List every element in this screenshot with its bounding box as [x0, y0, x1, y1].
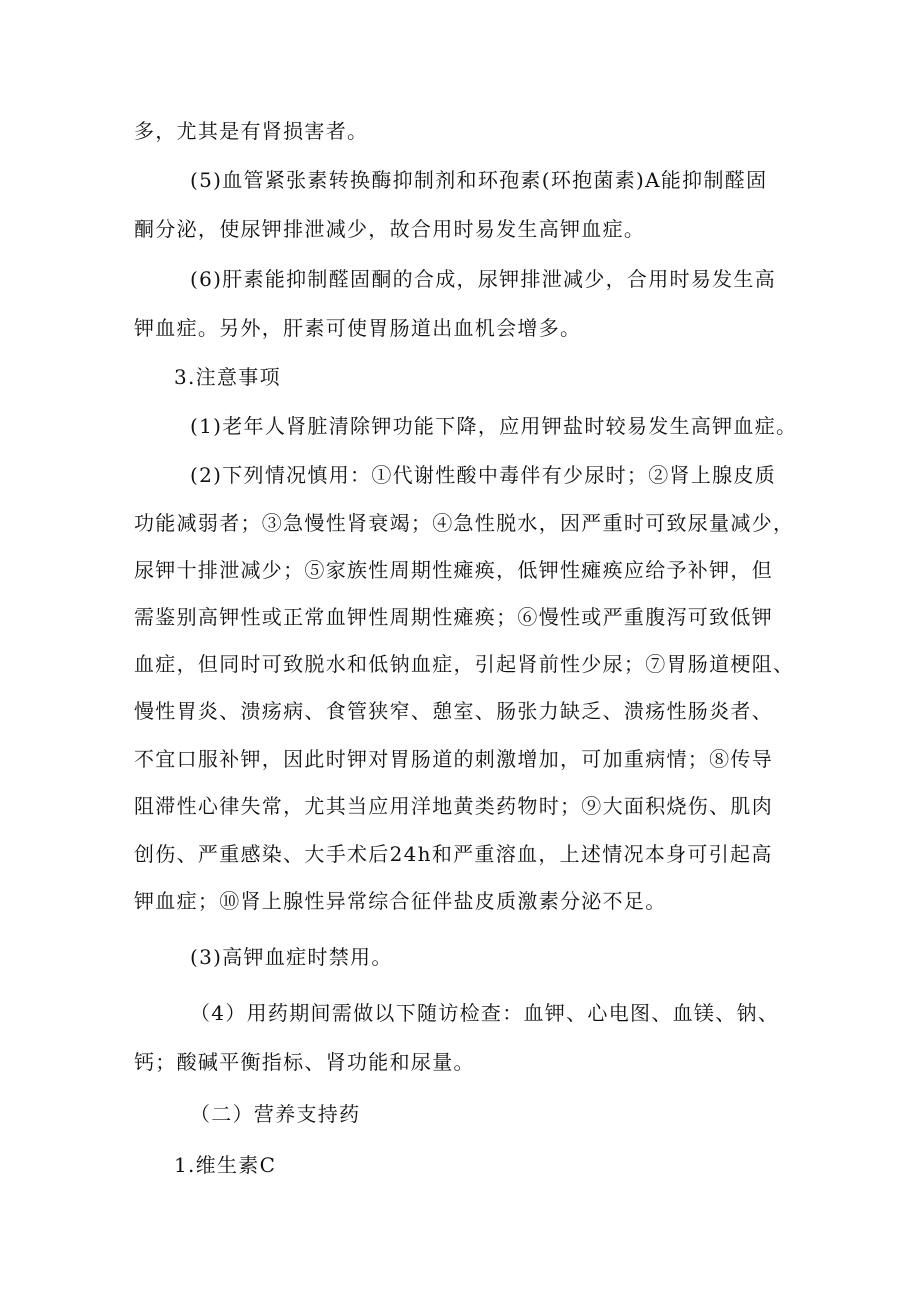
- text-line: 需鉴别高钾性或正常血钾性周期性瘫痪；⑥慢性或严重腹泻可致低钾: [134, 605, 773, 629]
- text-line: (6)肝素能抑制醛固酮的合成，尿钾排泄减少，合用时易发生高: [190, 267, 777, 291]
- section-heading: 3.注意事项: [174, 365, 281, 389]
- text-line: (1)老年人肾脏清除钾功能下降，应用钾盐时较易发生高钾血症。: [190, 414, 798, 438]
- text-line: (3)高钾血症时禁用。: [190, 945, 393, 969]
- text-line: 多，尤其是有肾损害者。: [134, 119, 369, 143]
- section-heading: （二）营养支持药: [190, 1102, 361, 1126]
- text-line: 钾血症。另外，肝素可使胃肠道出血机会增多。: [134, 316, 582, 340]
- text-line: 酮分泌，使尿钾排泄减少，故合用时易发生高钾血症。: [134, 217, 646, 241]
- text-line: (5)血管紧张素转换酶抑制剂和环孢素(环抱菌素)A能抑制醛固: [190, 168, 768, 192]
- text-line: 慢性胃炎、溃疡病、食管狭窄、憩室、肠张力缺乏、溃疡性肠炎者、: [134, 699, 773, 723]
- text-line: 创伤、严重感染、大手术后24h和严重溶血，上述情况本身可引起高: [134, 842, 773, 866]
- text-line: （4）用药期间需做以下随访检查：血钾、心电图、血镁、钠、: [190, 1001, 780, 1025]
- text-line: (2)下列情况慎用：①代谢性酸中毒伴有少尿时；②肾上腺皮质: [190, 463, 777, 487]
- text-line: 阻滞性心律失常，尤其当应用洋地黄类药物时；⑨大面积烧伤、肌肉: [134, 794, 773, 818]
- text-line: 血症，但同时可致脱水和低钠血症，引起肾前性少尿；⑦胃肠道梗阻、: [134, 652, 795, 676]
- section-heading: 1.维生素C: [174, 1153, 277, 1177]
- text-line: 功能减弱者；③急慢性肾衰竭；④急性脱水，因严重时可致尿量减少，: [134, 511, 795, 535]
- text-line: 钙；酸碱平衡指标、肾功能和尿量。: [134, 1050, 475, 1074]
- text-line: 钾血症；⑩肾上腺性异常综合征伴盐皮质激素分泌不足。: [134, 889, 667, 913]
- text-line: 尿钾十排泄减少；⑤家族性周期性瘫痪，低钾性瘫痪应给予补钾，但: [134, 558, 773, 582]
- text-line: 不宜口服补钾，因此时钾对胃肠道的刺激增加，可加重病情；⑧传导: [134, 747, 773, 771]
